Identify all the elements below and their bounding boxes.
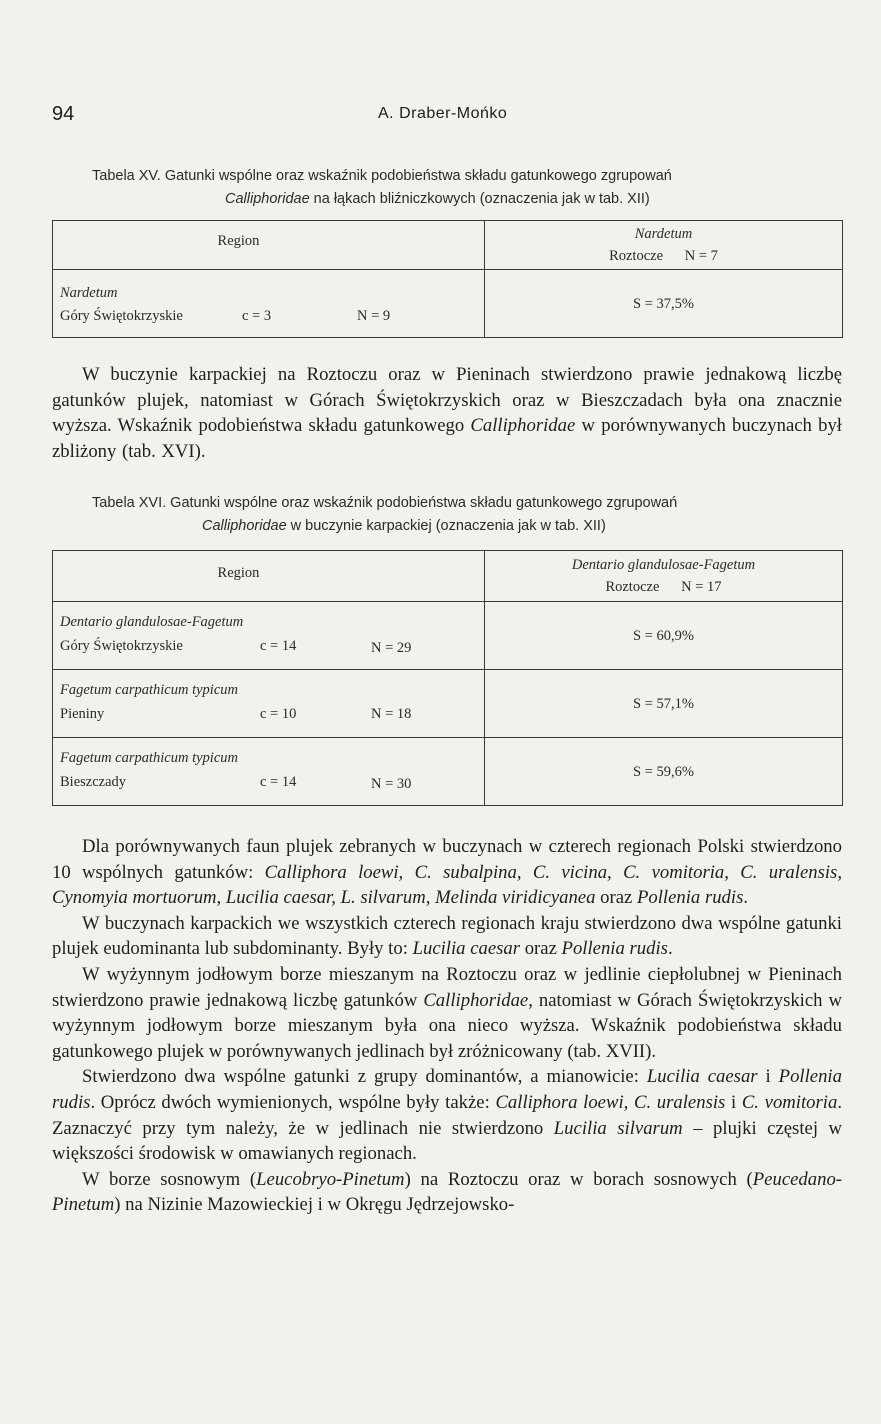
table-15: [52, 220, 843, 338]
text-run: – plujki częstej w większości środowisk w omawianych regionach.: [52, 1117, 843, 1165]
text-run: Stwierdzono dwa wspólne gatunki z grupy dominantów, a mianowicie:: [82, 1066, 647, 1088]
taxon-name: Calliphoridae: [423, 989, 529, 1011]
taxon-name: Calliphora loewi, C. uralensis: [495, 1091, 726, 1113]
body-paragraph: [52, 1064, 842, 1166]
common-species-count: c = 14: [260, 638, 297, 654]
text-run: ) na Nizinie Mazowieckiej i w Okręgu Jędrzejowsko-: [114, 1194, 515, 1216]
text-run: W buczynach karpackich we wszystkich czterech regionach kraju stwierdzono dwa wspólne gatunki plujek eudominanta lub subdominanty. Były to:: [52, 912, 842, 960]
table-16-caption-taxon: Calliphoridae: [202, 518, 287, 534]
table-15-caption-line1: Tabela XV. Gatunki wspólne oraz wskaźnik podobieństwa składu gatunkowego zgrupowań: [92, 168, 672, 184]
association-name: Fagetum carpathicum typicum: [60, 682, 238, 698]
taxon-name: Lucilia silvarum: [553, 1117, 683, 1139]
table-16-header-region: Region: [53, 551, 485, 602]
text-run: i: [757, 1066, 779, 1088]
similarity-index: S = 57,1%: [485, 670, 843, 738]
table-16: [52, 550, 843, 806]
table-16-header-reference: Dentario glandulosae-Fagetum Roztocze N = 17: [485, 551, 843, 602]
table-16-row: [53, 670, 485, 738]
taxon-name: Pollenia rudis: [636, 887, 744, 909]
region-name: Bieszczady: [60, 774, 127, 790]
similarity-index: S = 37,5%: [485, 270, 843, 338]
table-16-caption: [92, 492, 852, 538]
table-15-header-region: Region: [53, 221, 485, 270]
page-number: 94: [52, 103, 75, 125]
taxon-name: Lucilia caesar: [412, 938, 521, 960]
similarity-index: S = 60,9%: [485, 602, 843, 670]
text-run: .: [667, 938, 673, 960]
table-15-row: [53, 270, 485, 338]
body-paragraph: [52, 1167, 842, 1218]
text-run: Dla porównywanych faun plujek zebranych w buczynach w czterech regionach Polski stwierdzono 10 wspólnych gatunków:: [52, 836, 842, 883]
taxon-name: C. vomitoria: [741, 1091, 838, 1113]
association-name: Nardetum: [60, 285, 118, 301]
body-text: [52, 834, 842, 1218]
table-16-row: [53, 602, 485, 670]
body-paragraph: [52, 962, 842, 1064]
region-name: Góry Świętokrzyskie: [60, 638, 183, 654]
body-paragraph-1: W buczynie karpackiej na Roztoczu oraz w Pieninach stwierdzono prawie jednakową liczbę gatunków plujek, natomiast w Górach Świętokrzyskich oraz w Bieszczadach była ona znacznie wyższa. Wskaźnik podobieństwa składu gatunkowego Calliphoridae w porównywanych buczynach był zbliżony (tab. XVI).: [52, 364, 842, 462]
taxon-name: Lucilia caesar: [646, 1066, 758, 1088]
text-run: .: [743, 887, 749, 909]
body-paragraph: [52, 834, 842, 911]
table-16-caption-rest: w buczynie karpackiej (oznaczenia jak w tab. XII): [286, 518, 606, 534]
species-total: N = 30: [371, 776, 412, 792]
text-run: . Oprócz dwóch wymienionych, wspólne były także:: [90, 1091, 496, 1113]
species-total: N = 9: [357, 308, 391, 324]
text-run: , natomiast w Górach Świętokrzyskich w wyżynnym jodłowym borze mieszanym była ona nieco wyższa. Wskaźnik podobieństwa składu gatunkowego plujek w porównywanych jedlinach był zróżnicowany (tab. XVII).: [52, 989, 842, 1062]
region-name: Góry Świętokrzyskie: [60, 308, 183, 324]
text-run: W borze sosnowym (: [82, 1168, 257, 1190]
taxon-name: Leucobryo-Pinetum: [256, 1168, 405, 1190]
association-name: Dentario glandulosae-Fagetum: [60, 614, 244, 630]
text-run: oraz: [595, 887, 637, 909]
text-run: . Zaznaczyć przy tym należy, że w jedlinach nie stwierdzono: [52, 1091, 842, 1139]
species-total: N = 18: [371, 706, 412, 722]
species-total: N = 29: [371, 640, 412, 656]
table-16-caption-line1: Tabela XVI. Gatunki wspólne oraz wskaźnik podobieństwa składu gatunkowego zgrupowań: [92, 495, 678, 511]
taxon-name: Calliphora loewi, C. subalpina, C. vicina, C. vomitoria, C. uralensis, Cynomyia mortuorum, Lucilia caesar, L. silvarum, Melinda viridicyanea: [52, 861, 842, 909]
common-species-count: c = 10: [260, 706, 297, 722]
table-16-row: [53, 738, 485, 806]
table-15-caption-taxon: Calliphoridae: [225, 191, 310, 207]
common-species-count: c = 3: [242, 308, 272, 324]
running-head-author: A. Draber-Mońko: [378, 105, 508, 122]
table-15-header-reference: Nardetum Roztocze N = 7: [485, 221, 843, 270]
text-run: oraz: [520, 938, 562, 960]
body-paragraph: [52, 911, 842, 962]
region-name: Pieniny: [60, 706, 105, 722]
taxon-name: Pollenia rudis: [52, 1066, 842, 1113]
table-15-caption-rest: na łąkach bliźniczkowych (oznaczenia jak w tab. XII): [309, 191, 650, 207]
text-run: ) na Roztoczu oraz w borach sosnowych (: [404, 1168, 753, 1190]
common-species-count: c = 14: [260, 774, 297, 790]
association-name: Fagetum carpathicum typicum: [60, 750, 238, 766]
text-run: W wyżynnym jodłowym borze mieszanym na Roztoczu oraz w jedlinie ciepłolubnej w Pieninach stwierdzono prawie jednakową liczbę gatunków: [52, 963, 842, 1011]
taxon-name: Pollenia rudis: [561, 938, 668, 960]
table-15-caption: [92, 165, 852, 211]
similarity-index: S = 59,6%: [485, 738, 843, 806]
text-run: i: [725, 1091, 742, 1113]
taxon-name: Peucedano-Pinetum: [52, 1168, 843, 1216]
